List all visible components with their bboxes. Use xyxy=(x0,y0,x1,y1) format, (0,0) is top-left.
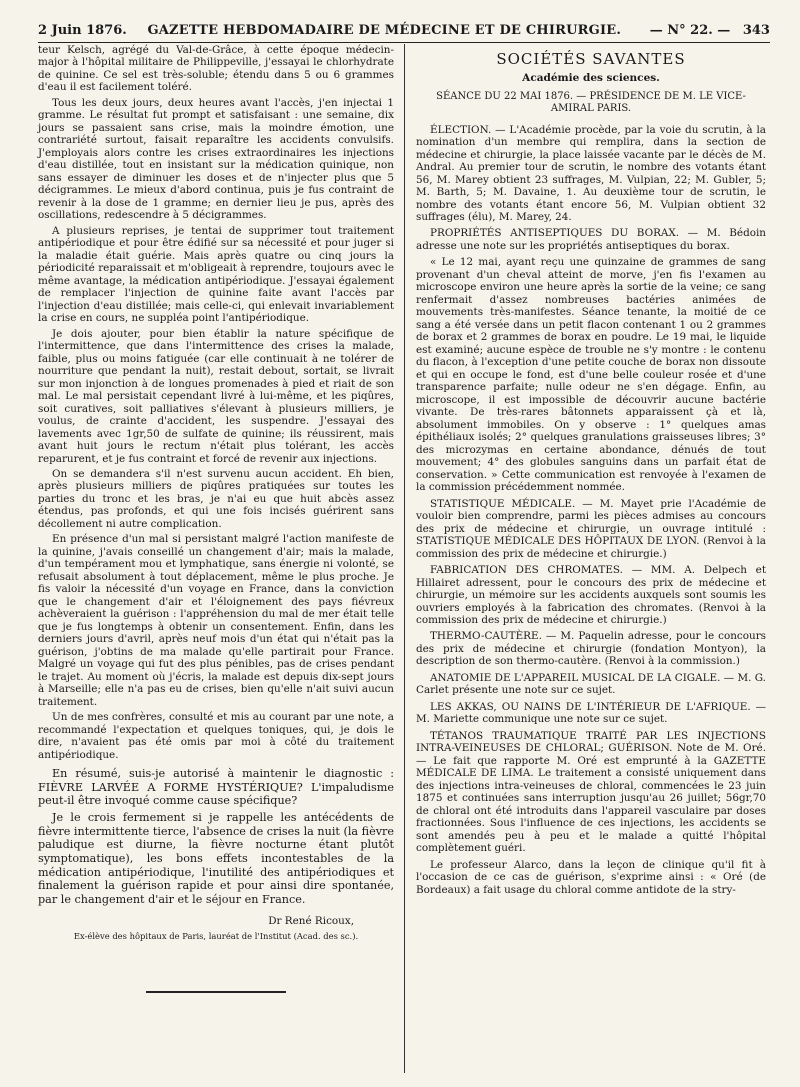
paragraph: En résumé, suis-je autorisé à maintenir le diagnostic : FIÈVRE LARVÉE A FORME HYSTÉRIQUE? L'impaludisme peut-il être invoqué comme cause spécifique? xyxy=(38,767,394,808)
author-affiliation: Ex-élève des hôpitaux de Paris, lauréat de l'Institut (Acad. des sc.). xyxy=(73,931,359,942)
entry: FABRICATION DES CHROMATES. — MM. A. Delpech et Hillairet adressent, pour le concours des prix de médecine et chirurgie, un mémoire sur les accidents auxquels sont soumis les ouvriers employés à la fabrication des chromates. (Renvoi à la commission des prix de médecine et chirurgie.) xyxy=(416,564,766,626)
meeting-line: SÉANCE DU 22 MAI 1876. — PRÉSIDENCE DE M. LE VICE-AMIRAL PARIS. xyxy=(436,90,746,115)
section-title: SOCIÉTÉS SAVANTES xyxy=(496,50,686,68)
right-column xyxy=(416,44,766,1077)
paragraph: Je dois ajouter, pour bien établir la nature spécifique de l'intermittence, que dans l'intermittence des crises la malade, faible, plus ou moins fatiguée (car elle continuait à ne tolérer de nourriture que pendant la nuit), restait debout, sortait, se livrait sur mon injonction à de longues promenades à pied et riait de son mal. Le mal persistait cependant livré à lui-même, et les piqûres, soit curatives, soit palliatives s'élevant à plusieurs milliers, je voulus, de crainte d'accident, les suspendre. J'essayai des lavements avec 1gr,50 de sulfate de quinine; ils réussirent, mais avant huit jours le rectum n'était plus tolérant, les accès reparurent, et je fus contraint et forcé de revenir aux injections. xyxy=(38,327,394,465)
author-signature: Dr René Ricoux, xyxy=(268,914,354,927)
column-divider xyxy=(404,44,405,1073)
entry: ÉLECTION. — L'Académie procède, par la voie du scrutin, à la nomination d'un membre qui remplira, dans la section de médecine et chirurgie, la place laissée vacante par le décès de M. Andral. Au premier tour de scrutin, le nombre des votants étant 56, M. Marey obtient 23 suffrages, M. Vulpian, 22; M. Gubler, 5; M. Barth, 5; M. Davaine, 1. Au deuxième tour de scrutin, le nombre des votants étant encore 56, M. Vulpian obtient 32 suffrages (élu), M. Marey, 24. xyxy=(416,123,766,223)
paragraph: En présence d'un mal si persistant malgré l'action manifeste de la quinine, j'avais conseillé un changement d'air; mais la malade, d'un tempérament mou et lymphatique, sans énergie ni volonté, se refusait absolument à tout déplacement, même le plus proche. Je fis valoir la nécessité d'un voyage en France, dans la conviction que le changement d'air et l'éloignement des pays fiévreux achèveraient la guérison : l'appréhension du mal de mer était telle que je fus longtemps à obtenir un consentement. Enfin, dans les derniers jours d'avril, après neuf mois d'un état qui n'était pas la guérison, j'obtins de ma malade qu'elle partirait pour France. Malgré un voyage qui fut des plus pénibles, pas de crises pendant le trajet. Au moment où j'écris, la malade est depuis dix-sept jours à Marseille; elle n'a pas eu de crises, bien qu'elle n'ait suivi aucun traitement. xyxy=(38,533,394,708)
entry: THERMO-CAUTÈRE. — M. Paquelin adresse, pour le concours des prix de médecine et chirurgie (fondation Montyon), la description de son thermo-cautère. (Renvoi à la commission.) xyxy=(416,630,766,668)
left-column xyxy=(38,44,394,1077)
entry: Le professeur Alarco, dans la leçon de clinique qu'il fit à l'occasion de ce cas de guérison, s'exprime ainsi : « Oré (de Bordeaux) a fait usage du chloral comme antidote de la stry- xyxy=(416,858,766,896)
paragraph: Tous les deux jours, deux heures avant l'accès, j'en injectai 1 gramme. Le résultat fut prompt et satisfaisant : une semaine, dix jours se passaient sans crise, mais la moindre émotion, une contrariété surtout, faisait reparaître les accidents convulsifs. J'employais alors contre les crises extraordinaires les injections d'eau distillée, tout en insistant sur la médication quinique, non sans essayer de diminuer les doses et de n'injecter plus que 5 décigrammes. Le mieux d'abord continua, puis je fus contraint de revenir à la dose de 1 gramme; en dernier lieu je pus, après des oscillations, redescendre à 5 décigrammes. xyxy=(38,96,394,222)
entry: ANATOMIE DE L'APPAREIL MUSICAL DE LA CIGALE. — M. G. Carlet présente une note sur ce sujet. xyxy=(416,671,766,697)
page-number: 343 xyxy=(742,23,770,38)
running-header xyxy=(38,12,770,43)
paragraph: Je le crois fermement si je rappelle les antécédents de fièvre intermittente tierce, l'absence de crises la nuit (la fièvre paludique est diurne, la fièvre nocturne étant plutôt symptomatique), les bons effets incontestables de la médication antipériodique, l'inutilité des antipériodiques et finalement la guérison rapide et pour ainsi dire spontanée, par le changement d'air et le séjour en France. xyxy=(38,811,394,907)
subsection-title: Académie des sciences. xyxy=(522,72,660,84)
paragraph: On se demandera s'il n'est survenu aucun accident. Eh bien, après plusieurs milliers de piqûres pratiquées sur toutes les parties du tronc et les bras, je n'ai eu que huit abcès assez étendus, pas profonds, et qui une fois incisés guérirent sans décollement ni autre complication. xyxy=(38,467,394,530)
journal-title: GAZETTE HEBDOMADAIRE DE MÉDECINE ET DE CHIRURGIE. xyxy=(147,23,622,38)
entry: « Le 12 mai, ayant reçu une quinzaine de grammes de sang provenant d'un cheval atteint de morve, j'en fis l'examen au microscope environ une heure après la sortie de la veine; ce sang renfermait d'assez nombreuses bactéries animées de mouvements très-manifestes. Séance tenante, la moitié de ce sang a été versée dans un petit flacon contenant 1 ou 2 grammes de borax et 2 grammes de borax en poudre. Le 19 mai, le liquide est examiné; aucune espèce de trouble ne s'y montre : le contenu du flacon, à l'exception d'une petite couche de borax non dissoute et qui en occupe le fond, est d'une belle couleur rosée et d'une transparence parfaite; nulle odeur ne s'en dégage. Enfin, au microscope, il est impossible de découvrir aucune bactérie vivante. De très-rares bâtonnets apparaissent çà et là, absolument immobiles. On y observe : 1° quelques amas épithéliaux isolés; 2° quelques granulations graisseuses libres; 3° des microzymas en certaine abondance, dénués de tout mouvement; 4° des globules sanguins dans un parfait état de conservation. » Cette communication est renvoyée à l'examen de la commission précédemment nommée. xyxy=(416,256,766,494)
entry: STATISTIQUE MÉDICALE. — M. Mayet prie l'Académie de vouloir bien comprendre, parmi les pièces admises au concours des prix de médecine et chirurgie, un ouvrage intitulé : STATISTIQUE MÉDICALE DES HÔPITAUX DE LYON. (Renvoi à la commission des prix de médecine et chirurgie.) xyxy=(416,497,766,560)
entry: LES AKKAS, OU NAINS DE L'INTÉRIEUR DE L'AFRIQUE. — M. Mariette communique une note sur ce sujet. xyxy=(416,700,766,726)
paragraph: Un de mes confrères, consulté et mis au courant par une note, a recommandé l'expectation et quelques toniques, qui, je dois le dire, n'avaient pas été omis par moi à côté du traitement antipériodique. xyxy=(38,711,394,761)
paragraph: A plusieurs reprises, je tentai de supprimer tout traitement antipériodique et pour être édifié sur sa nécessité et pour juger si la maladie était guérie. Mais après quatre ou cinq jours la périodicité reparaissait et m'obligeait à reprendre, toujours avec le même avantage, la médication antipériodique. J'essayai également de remplacer l'injection de quinine faite avant l'accès par l'injection d'eau distillée; mais celle-ci, qui enlevait invariablement la crise en cours, ne suppléa point l'antipériodique. xyxy=(38,224,394,325)
entry: PROPRIÉTÉS ANTISEPTIQUES DU BORAX. — M. Bédoin adresse une note sur les propriétés antiseptiques du borax. xyxy=(416,227,766,252)
paragraph: teur Kelsch, agrégé du Val-de-Grâce, à cette époque médecin-major à l'hôpital militaire de Philippeville, j'essayai le chlorhydrate de quinine. Ce sel est très-soluble; étendu dans 5 ou 6 grammes d'eau il est facilement toléré. xyxy=(38,44,394,94)
end-rule xyxy=(146,991,286,993)
entry: TÉTANOS TRAUMATIQUE TRAITÉ PAR LES INJECTIONS INTRA-VEINEUSES DE CHLORAL; GUÉRISON. Note de M. Oré. — Le fait que rapporte M. Oré est emprunté à la GAZETTE MÉDICALE DE LIMA. Le traitement a consisté uniquement dans des injections intra-veineuses de chloral, commencées le 23 juin 1875 et continuées sans interruption jusqu'au 26 juillet; 56gr,70 de chloral ont été introduits dans l'appareil vasculaire par doses fractionnées. Sous l'influence de ces injections, les accidents se sont amendés peu à peu et le malade a quitté l'hôpital complètement guéri. xyxy=(416,729,766,855)
issue-number: — N° 22. — xyxy=(649,23,731,38)
header-date: 2 Juin 1876. xyxy=(38,23,127,38)
issue-and-page xyxy=(642,23,770,38)
